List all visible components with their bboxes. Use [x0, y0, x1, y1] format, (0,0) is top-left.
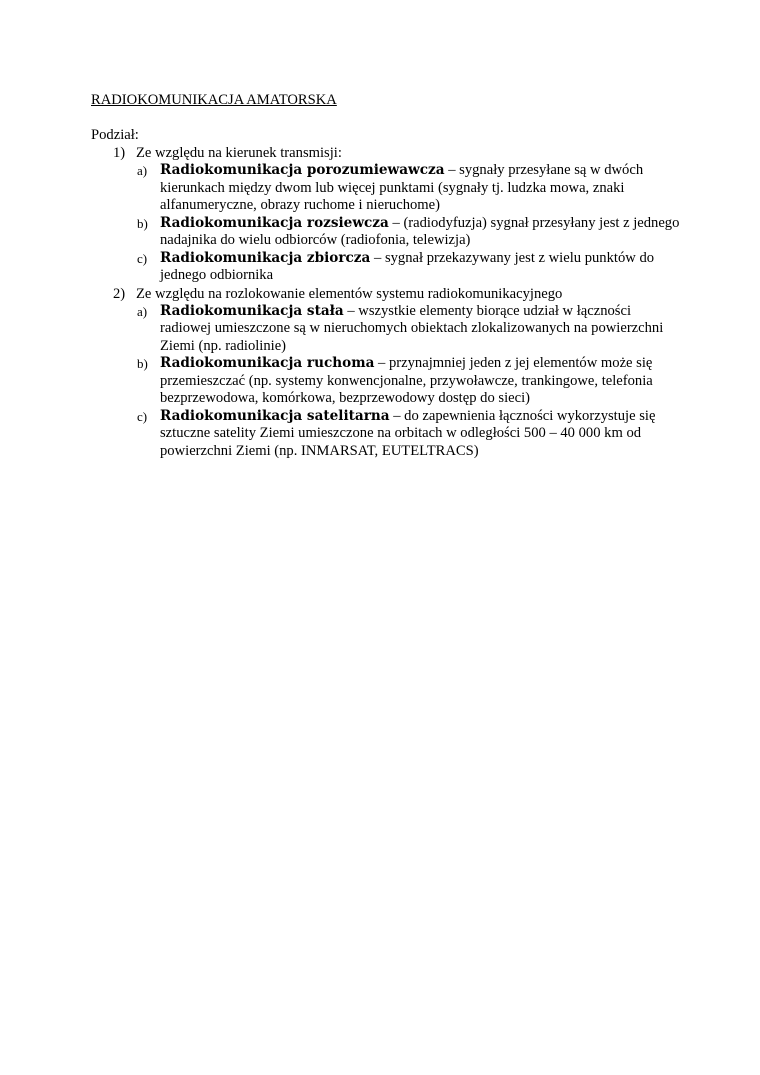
term-bold: Radiokomunikacja zbiorcza	[160, 249, 371, 266]
term-description: – (radiodyfuzja) sygnał przesyłany jest z jednego nadajnika do wielu odbiorców (radiofonia, telewizja)	[160, 214, 680, 248]
term-description: – przynajmniej jeden z jej elementów może się przemieszczać (np. systemy konwencjonalne, przywoławcze, trankingowe, telefonia bezprzewodowa, komórkowa, bezprzewodowy dostęp do sieci)	[160, 355, 653, 406]
list-item	[91, 250, 681, 285]
term-bold: Radiokomunikacja stała	[160, 302, 344, 319]
term-bold: Radiokomunikacja porozumiewawcza	[160, 162, 445, 178]
list-marker: c)	[137, 408, 148, 424]
term-bold: Radiokomunikacja rozsiewcza	[160, 214, 389, 231]
list-marker: 1)	[113, 145, 126, 161]
intro-label: Podział:	[91, 127, 139, 143]
list-item	[91, 215, 681, 250]
list-item	[91, 355, 681, 408]
term-description: – wszystkie elementy biorące udział w łączności radiowej umieszczone są w nieruchomych obiektach zlokalizowanych na powierzchni Ziemi (np. radiolinie)	[160, 302, 664, 354]
list-item	[91, 144, 681, 162]
document-title: RADIOKOMUNIKACJA AMATORSKA	[91, 92, 337, 108]
section-heading: Ze względu na kierunek transmisji:	[136, 145, 342, 161]
list-item	[91, 408, 681, 461]
term-bold: Radiokomunikacja ruchoma	[160, 355, 375, 371]
term-description: – sygnały przesyłane są w dwóch kierunkach między dwom lub więcej punktami (sygnały tj. ludzka mowa, znaki alfanumeryczne, obrazy ruchome i nieruchome)	[160, 162, 644, 213]
list-marker: b)	[137, 356, 148, 371]
list-marker: 2)	[113, 285, 126, 302]
list-item	[91, 303, 681, 356]
term-description: – do zapewnienia łączności wykorzystuje się sztuczne satelity Ziemi umieszczone na orbitach w odległości 500 – 40 000 km od powierzchni Ziemi (np. INMARSAT, EUTELTRACS)	[160, 407, 656, 459]
document-page	[91, 91, 681, 460]
list-marker: a)	[137, 303, 148, 319]
list-marker: a)	[137, 163, 148, 178]
list-item	[91, 285, 681, 303]
list-item	[91, 162, 681, 215]
term-description: – sygnał przekazywany jest z wielu punktów do jednego odbiornika	[160, 249, 655, 283]
term-bold: Radiokomunikacja satelitarna	[160, 407, 390, 424]
section-heading: Ze względu na rozlokowanie elementów systemu radiokomunikacyjnego	[136, 285, 563, 302]
list-marker: b)	[137, 215, 148, 231]
list-marker: c)	[137, 250, 148, 266]
